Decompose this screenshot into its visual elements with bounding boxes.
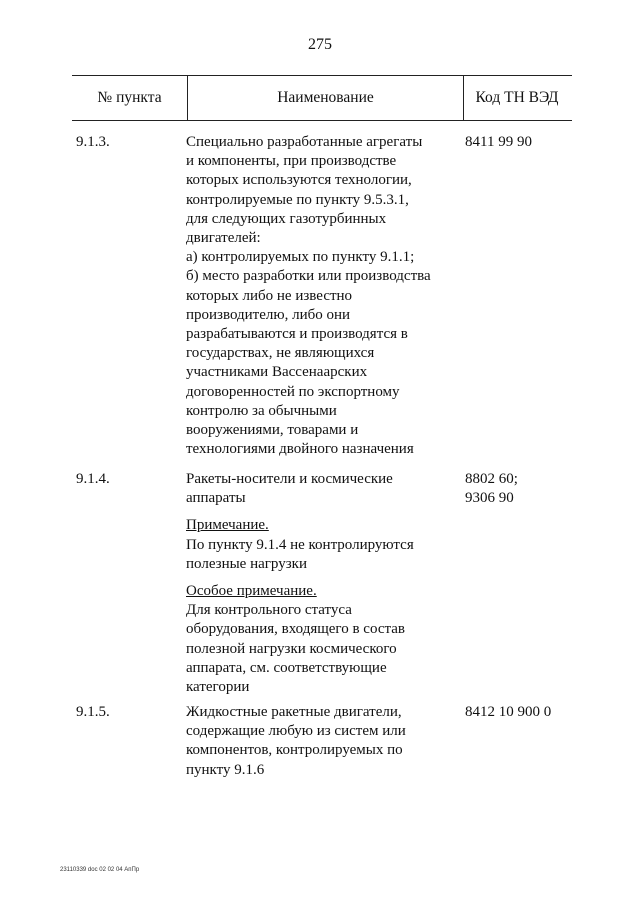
text-line: Специально разработанные агрегаты: [186, 134, 423, 150]
text-line: пункту 9.1.6: [186, 761, 265, 778]
header-name: Наименование: [187, 76, 464, 120]
item-number: 9.1.4.: [76, 471, 110, 487]
note: [186, 516, 461, 574]
header-code: Код ТН ВЭД: [475, 89, 559, 106]
text-line: которых либо не известно: [186, 287, 353, 304]
code-value: 9306 90: [465, 490, 514, 507]
text-line: полезные нагрузки: [186, 555, 307, 572]
item-code: [465, 470, 575, 508]
text-line: По пункту 9.1.4 не контролируются: [186, 536, 414, 553]
note-title: Примечание.: [186, 517, 269, 534]
text-line: и компоненты, при производстве: [186, 153, 397, 170]
item-number: 9.1.5.: [76, 704, 110, 720]
item-number: 9.1.3.: [76, 134, 110, 150]
text-line: вооружениями, товарами и: [186, 422, 359, 439]
code-value: 8412 10 900 0: [465, 704, 552, 720]
text-line: контролю за обычными: [186, 402, 337, 419]
text-line: для следующих газотурбинных: [186, 210, 387, 227]
header-item-number: № пункта: [97, 89, 162, 106]
item-name: [186, 470, 461, 705]
text-line: Ракеты-носители и космические: [186, 471, 393, 487]
text-line: полезной нагрузки космического: [186, 640, 397, 657]
text-line: аппарата, см. соответствующие: [186, 659, 387, 676]
text-line: производителю, либо они: [186, 306, 351, 323]
text-line: аппараты: [186, 490, 246, 507]
text-line: государствах, не являющихся: [186, 345, 375, 362]
text-line: а) контролируемых по пункту 9.1.1;: [186, 249, 415, 266]
text-line: оборудования, входящего в состав: [186, 621, 405, 638]
item-code: [465, 703, 575, 722]
text-line: договоренностей по экспортному: [186, 383, 400, 400]
table-header: [72, 75, 572, 121]
item-code: [465, 133, 575, 152]
text-line: б) место разработки или производства: [186, 268, 431, 285]
text-line: Жидкостные ракетные двигатели,: [186, 704, 402, 720]
text-line: участниками Вассенаарских: [186, 364, 368, 381]
item-name: [186, 703, 461, 780]
text-line: двигателей:: [186, 230, 261, 247]
code-value: 8411 99 90: [465, 134, 532, 150]
text-line: которых используются технологии,: [186, 172, 412, 189]
special-note-title: Особое примечание.: [186, 583, 317, 600]
page-number: 275: [308, 36, 332, 53]
text-line: разрабатываются и производятся в: [186, 326, 408, 343]
text-line: категории: [186, 679, 250, 696]
special-note: [186, 582, 461, 697]
code-value: 8802 60;: [465, 471, 518, 487]
text-line: Для контрольного статуса: [186, 602, 352, 619]
text-line: контролируемые по пункту 9.5.3.1,: [186, 191, 409, 208]
text-line: содержащие любую из систем или: [186, 723, 406, 740]
item-name: [186, 133, 461, 459]
text-line: компонентов, контролируемых по: [186, 742, 403, 759]
footer-doc-id: 23110339 doc 02 02 04 АпПр: [60, 867, 140, 873]
text-line: технологиями двойного назначения: [186, 441, 414, 458]
